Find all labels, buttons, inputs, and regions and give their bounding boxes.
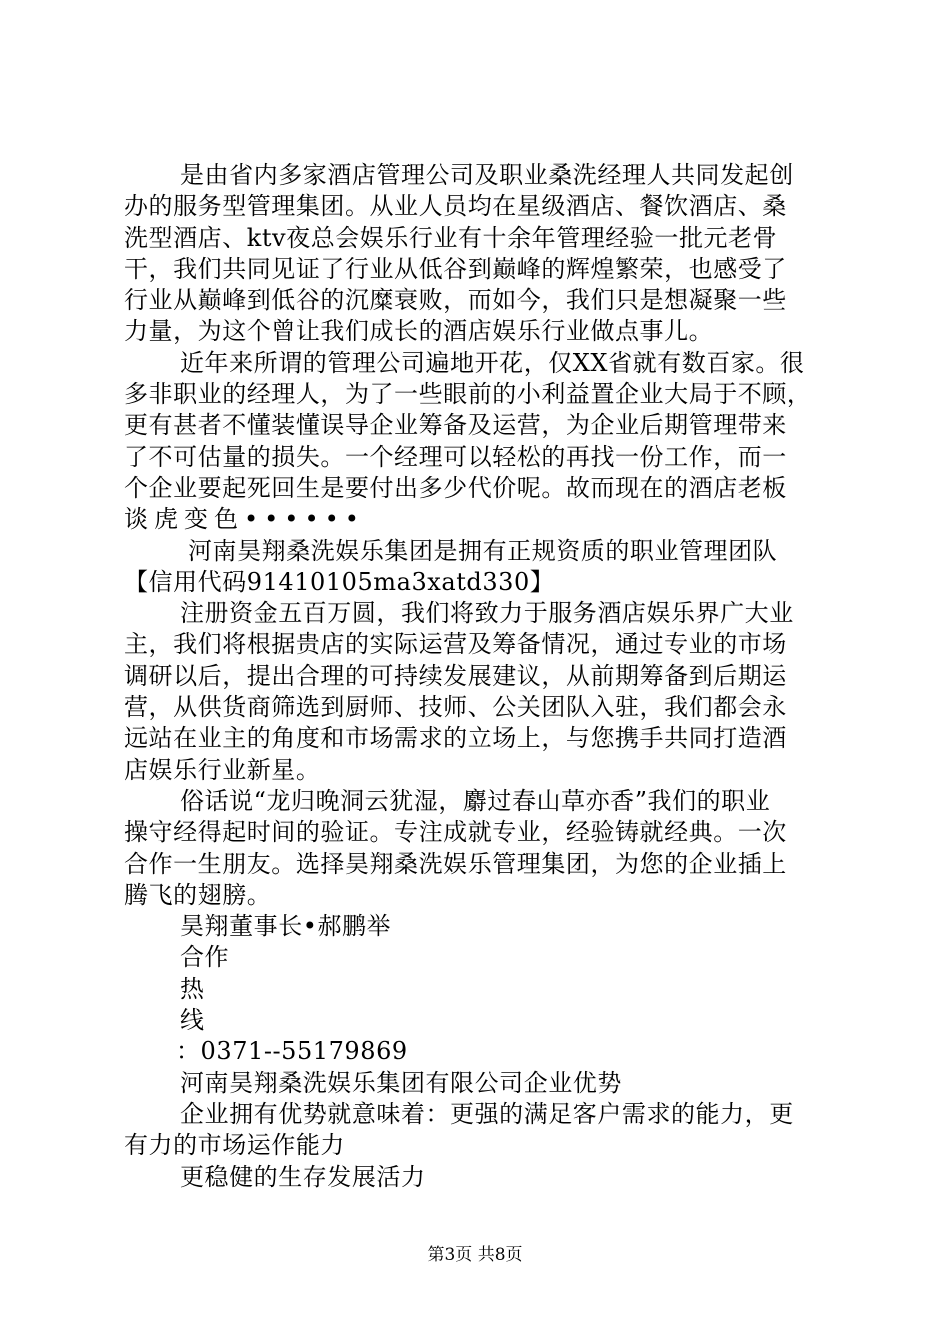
paragraph-line: 操守经得起时间的验证。专注成就专业，经验铸就经典。一次 xyxy=(124,818,787,847)
paragraph-line: 店娱乐行业新星。 xyxy=(124,755,321,784)
hotline-line: 合作 xyxy=(180,943,230,972)
paragraph-line: 俗话说“龙归晚洞云犹湿，麝过春山草亦香”我们的职业 xyxy=(180,786,771,815)
hotline-line: 热 xyxy=(180,974,205,1003)
hotline-line: 线 xyxy=(180,1006,205,1035)
paragraph-line: 谈虎变色•••••• xyxy=(124,505,365,534)
paragraph-line: 更有甚者不懂装懂误导企业筹备及运营，为企业后期管理带来 xyxy=(124,411,787,440)
page-footer: 第3页 共8页 xyxy=(427,1245,523,1265)
section-title: 河南昊翔桑洗娱乐集团有限公司企业优势 xyxy=(180,1068,622,1097)
paragraph-line: 腾飞的翅膀。 xyxy=(124,880,272,909)
paragraph-line: 洗型酒店、ktv夜总会娱乐行业有十余年管理经验一批元老骨 xyxy=(124,223,778,252)
paragraph-line: 是由省内多家酒店管理公司及职业桑洗经理人共同发起创 xyxy=(180,161,794,189)
paragraph-line: 营，从供货商筛选到厨师、技师、公关团队入驻，我们都会永 xyxy=(124,693,787,722)
paragraph-line: 近年来所谓的管理公司遍地开花，仅XX省就有数百家。很 xyxy=(180,348,805,377)
paragraph-line: 干，我们共同见证了行业从低谷到巅峰的辉煌繁荣，也感受了 xyxy=(124,254,787,283)
paragraph-line: 行业从巅峰到低谷的沉糜衰败，而如今，我们只是想凝聚一些 xyxy=(124,286,787,315)
paragraph-line: 注册资金五百万圆，我们将致力于服务酒店娱乐界广大业 xyxy=(180,599,794,628)
paragraph-line: 企业拥有优势就意味着：更强的满足客户需求的能力，更 xyxy=(180,1099,794,1128)
paragraph-line: 主，我们将根据贵店的实际运营及筹备情况，通过专业的市场 xyxy=(124,630,787,659)
credit-code-line: 【信用代码91410105ma3xatd330】 xyxy=(124,567,555,596)
paragraph-line: 个企业要起死回生是要付出多少代价呢。故而现在的酒店老板 xyxy=(124,473,787,502)
paragraph-line: 合作一生朋友。选择昊翔桑洗娱乐管理集团，为您的企业插上 xyxy=(124,849,787,878)
hotline-phone: ：0371--55179869 xyxy=(176,1037,408,1066)
paragraph-line: 调研以后，提出合理的可持续发展建议，从前期筹备到后期运 xyxy=(124,661,787,690)
signature-line: 昊翔董事长•郝鹏举 xyxy=(180,912,392,941)
paragraph-line: 有力的市场运作能力 xyxy=(124,1131,345,1160)
paragraph-line: 办的服务型管理集团。从业人员均在星级酒店、餐饮酒店、桑 xyxy=(124,192,787,221)
paragraph-line: 河南昊翔桑洗娱乐集团是拥有正规资质的职业管理团队 xyxy=(188,536,778,565)
paragraph-line: 了不可估量的损失。一个经理可以轻松的再找一份工作，而一 xyxy=(124,442,787,471)
document-body xyxy=(124,160,836,1193)
paragraph-line: 多非职业的经理人，为了一些眼前的小利益置企业大局于不顾， xyxy=(124,380,812,409)
paragraph-line: 更稳健的生存发展活力 xyxy=(180,1162,426,1191)
paragraph-line: 远站在业主的角度和市场需求的立场上，与您携手共同打造酒 xyxy=(124,724,787,753)
paragraph-line: 力量，为这个曾让我们成长的酒店娱乐行业做点事儿。 xyxy=(124,317,714,346)
